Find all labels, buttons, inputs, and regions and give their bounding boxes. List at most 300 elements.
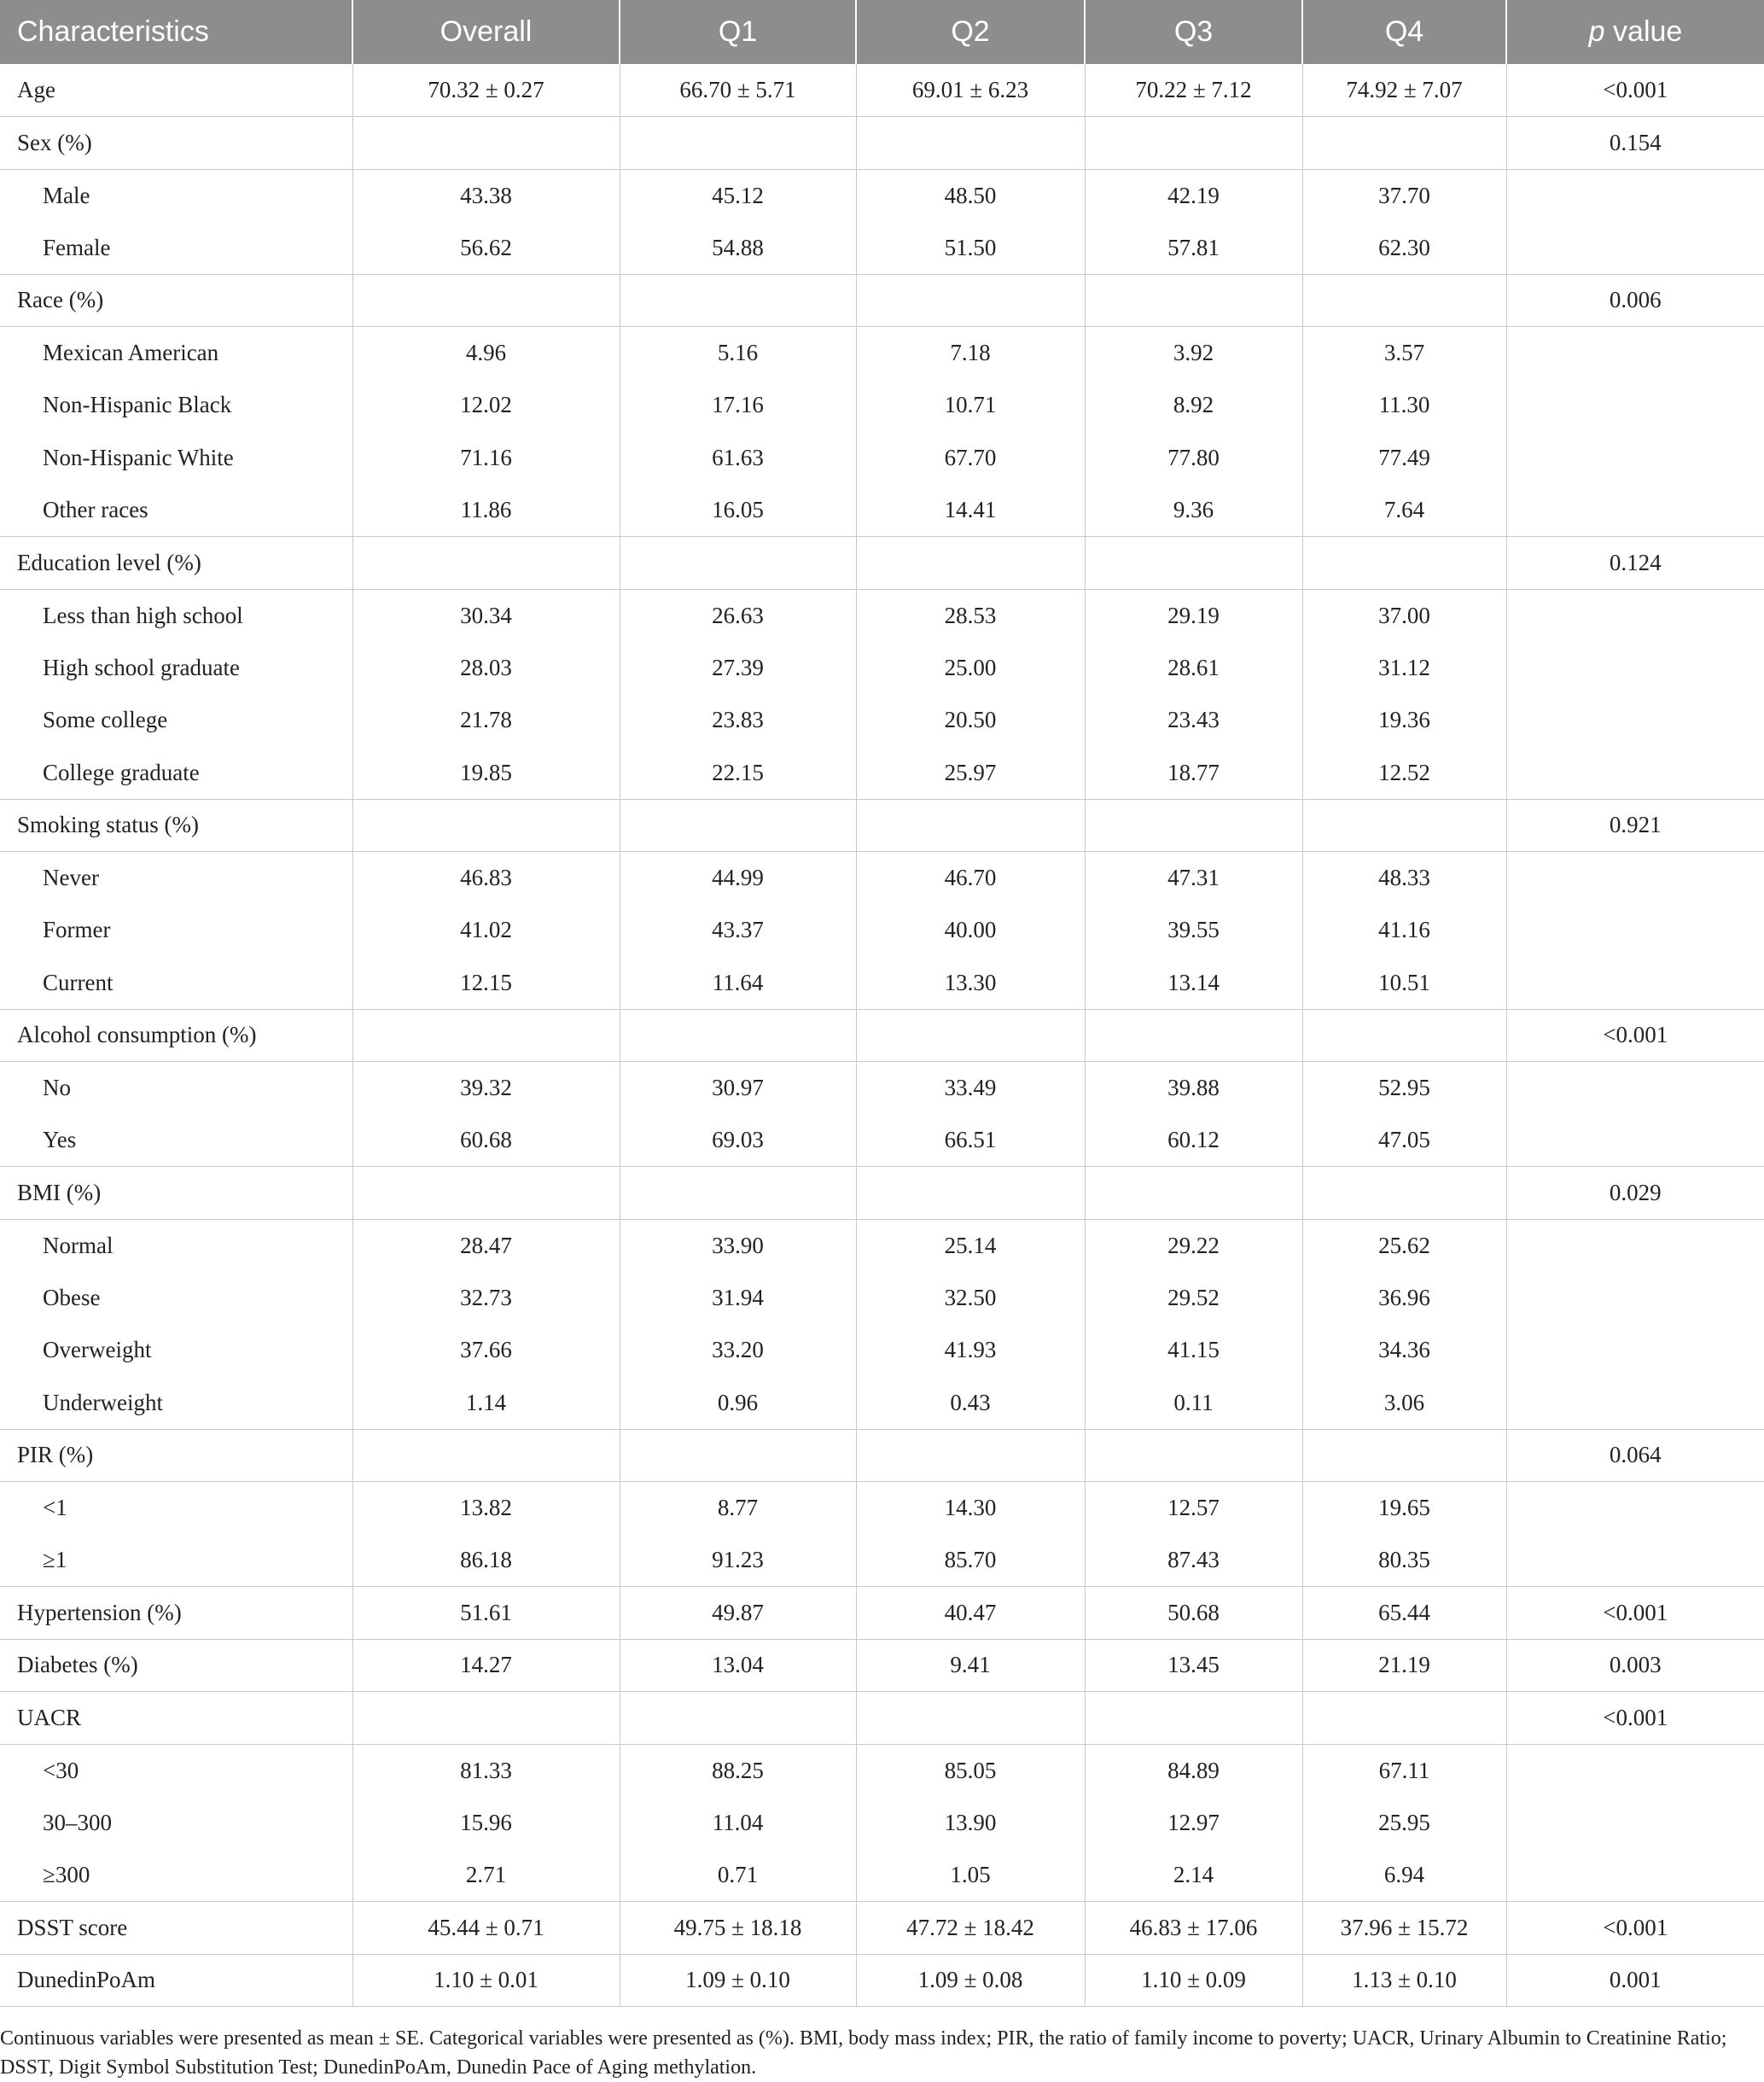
table-cell: 67.11 [1302, 1744, 1506, 1797]
table-cell [1302, 1167, 1506, 1220]
table-cell: 5.16 [620, 327, 856, 380]
p-value-cell [1506, 904, 1764, 957]
row-label: Underweight [0, 1377, 352, 1430]
row-label: Male [0, 169, 352, 222]
table-cell: 28.03 [352, 642, 620, 695]
table-cell: 54.88 [620, 222, 856, 275]
table-cell [620, 117, 856, 170]
p-value-cell: <0.001 [1506, 1692, 1764, 1745]
table-cell: 37.66 [352, 1324, 620, 1377]
header-characteristics: Characteristics [0, 0, 352, 64]
table-cell: 23.83 [620, 694, 856, 747]
p-value-cell [1506, 1797, 1764, 1850]
row-label: College graduate [0, 747, 352, 800]
table-cell [1302, 117, 1506, 170]
table-cell: 88.25 [620, 1744, 856, 1797]
table-cell: 37.00 [1302, 589, 1506, 642]
p-value-cell: 0.124 [1506, 537, 1764, 590]
table-row [0, 169, 1764, 222]
table-cell: 80.35 [1302, 1534, 1506, 1587]
row-label: Yes [0, 1114, 352, 1167]
table-cell: 70.22 ± 7.12 [1085, 64, 1302, 117]
row-label: Obese [0, 1272, 352, 1325]
p-value-cell: <0.001 [1506, 1902, 1764, 1955]
table-cell [620, 1692, 856, 1745]
table-cell [856, 1009, 1085, 1062]
table-cell [1085, 1167, 1302, 1220]
table-cell: 13.04 [620, 1639, 856, 1692]
table-cell: 33.49 [856, 1062, 1085, 1115]
table-cell [856, 274, 1085, 327]
table-cell: 40.00 [856, 904, 1085, 957]
row-label: Female [0, 222, 352, 275]
header-p-value [1506, 0, 1764, 64]
table-row [0, 747, 1764, 800]
table-row [0, 1639, 1764, 1692]
table-row [0, 117, 1764, 170]
table-cell: 37.96 ± 15.72 [1302, 1902, 1506, 1955]
row-label: High school graduate [0, 642, 352, 695]
p-value-cell: <0.001 [1506, 1009, 1764, 1062]
table-cell: 65.44 [1302, 1587, 1506, 1640]
table-cell: 45.44 ± 0.71 [352, 1902, 620, 1955]
table-cell: 13.30 [856, 957, 1085, 1010]
table-cell: 0.96 [620, 1377, 856, 1430]
table-cell: 10.51 [1302, 957, 1506, 1010]
table-cell: 14.30 [856, 1482, 1085, 1535]
table-cell [620, 1167, 856, 1220]
table-cell: 69.01 ± 6.23 [856, 64, 1085, 117]
row-label: ≥1 [0, 1534, 352, 1587]
table-cell [620, 274, 856, 327]
table-cell: 17.16 [620, 379, 856, 432]
p-value-cell [1506, 1534, 1764, 1587]
table-cell: 32.50 [856, 1272, 1085, 1325]
table-cell: 56.62 [352, 222, 620, 275]
p-value-cell [1506, 747, 1764, 800]
table-cell: 12.15 [352, 957, 620, 1010]
table-cell: 23.43 [1085, 694, 1302, 747]
table-row [0, 1429, 1764, 1482]
table-cell [1085, 1429, 1302, 1482]
table-cell: 44.99 [620, 852, 856, 905]
table-cell: 66.70 ± 5.71 [620, 64, 856, 117]
table-cell: 60.12 [1085, 1114, 1302, 1167]
table-cell: 11.86 [352, 484, 620, 537]
table-cell [1085, 1009, 1302, 1062]
table-body [0, 64, 1764, 2007]
table-cell [1302, 1692, 1506, 1745]
table-cell: 66.51 [856, 1114, 1085, 1167]
table-cell: 21.19 [1302, 1639, 1506, 1692]
row-label: Non-Hispanic White [0, 432, 352, 485]
table-cell [352, 274, 620, 327]
table-cell [352, 799, 620, 852]
table-cell: 41.15 [1085, 1324, 1302, 1377]
table-cell: 25.00 [856, 642, 1085, 695]
table-row [0, 1534, 1764, 1587]
table-row [0, 1167, 1764, 1220]
table-cell: 25.95 [1302, 1797, 1506, 1850]
table-row [0, 274, 1764, 327]
table-cell [856, 799, 1085, 852]
header-q3: Q3 [1085, 0, 1302, 64]
p-value-cell: 0.006 [1506, 274, 1764, 327]
table-cell: 22.15 [620, 747, 856, 800]
table-cell [1302, 1009, 1506, 1062]
table-cell: 27.39 [620, 642, 856, 695]
row-label: DSST score [0, 1902, 352, 1955]
row-label: Hypertension (%) [0, 1587, 352, 1640]
table-cell: 1.10 ± 0.01 [352, 1954, 620, 2007]
table-cell [1085, 1692, 1302, 1745]
table-cell: 1.10 ± 0.09 [1085, 1954, 1302, 2007]
header-q1: Q1 [620, 0, 856, 64]
table-cell: 11.04 [620, 1797, 856, 1850]
table-cell: 52.95 [1302, 1062, 1506, 1115]
table-cell: 12.02 [352, 379, 620, 432]
table-cell: 25.14 [856, 1219, 1085, 1272]
table-cell: 11.30 [1302, 379, 1506, 432]
p-value-cell [1506, 1272, 1764, 1325]
table-cell: 42.19 [1085, 169, 1302, 222]
p-value-cell [1506, 1849, 1764, 1902]
table-cell: 8.77 [620, 1482, 856, 1535]
p-value-cell: 0.921 [1506, 799, 1764, 852]
table-cell: 19.85 [352, 747, 620, 800]
table-cell: 18.77 [1085, 747, 1302, 800]
table-cell: 50.68 [1085, 1587, 1302, 1640]
table-cell [352, 1009, 620, 1062]
table-cell: 57.81 [1085, 222, 1302, 275]
p-value-cell [1506, 327, 1764, 380]
table-cell [1085, 537, 1302, 590]
table-cell: 51.50 [856, 222, 1085, 275]
p-value-cell [1506, 484, 1764, 537]
table-cell: 13.82 [352, 1482, 620, 1535]
row-label: ≥300 [0, 1849, 352, 1902]
p-value-cell [1506, 957, 1764, 1010]
table-cell [856, 1429, 1085, 1482]
table-cell: 33.90 [620, 1219, 856, 1272]
table-cell: 45.12 [620, 169, 856, 222]
table-cell: 19.36 [1302, 694, 1506, 747]
table-cell: 48.33 [1302, 852, 1506, 905]
table-cell: 3.06 [1302, 1377, 1506, 1430]
table-cell: 4.96 [352, 327, 620, 380]
p-value-cell [1506, 1114, 1764, 1167]
row-label: Sex (%) [0, 117, 352, 170]
table-cell: 6.94 [1302, 1849, 1506, 1902]
table-row [0, 64, 1764, 117]
table-cell: 81.33 [352, 1744, 620, 1797]
table-cell: 48.50 [856, 169, 1085, 222]
table-row [0, 1902, 1764, 1955]
table-cell [1085, 274, 1302, 327]
table-cell: 9.36 [1085, 484, 1302, 537]
table-row [0, 1062, 1764, 1115]
table-cell [352, 117, 620, 170]
row-label: Age [0, 64, 352, 117]
p-value-cell [1506, 1377, 1764, 1430]
header-q2: Q2 [856, 0, 1085, 64]
table-cell: 16.05 [620, 484, 856, 537]
table-cell: 1.14 [352, 1377, 620, 1430]
table-cell: 9.41 [856, 1639, 1085, 1692]
table-row [0, 1114, 1764, 1167]
p-value-cell [1506, 1219, 1764, 1272]
table-cell: 91.23 [620, 1534, 856, 1587]
row-label: Current [0, 957, 352, 1010]
row-label: Smoking status (%) [0, 799, 352, 852]
table-row [0, 1009, 1764, 1062]
row-label: Less than high school [0, 589, 352, 642]
row-label: BMI (%) [0, 1167, 352, 1220]
table-cell: 19.65 [1302, 1482, 1506, 1535]
table-footnote: Continuous variables were presented as mean ± SE. Categorical variables were presented as (%). BMI, body mass index; PIR, the ratio of family income to poverty; UACR, Urinary Albumin to Creatinine Ratio; DSST, Digit Symbol Substitution Test; DunedinPoAm, Dunedin Pace of Aging methylation. [0, 2027, 1727, 2079]
table-cell: 46.83 ± 17.06 [1085, 1902, 1302, 1955]
table-row [0, 852, 1764, 905]
table-row [0, 1482, 1764, 1535]
table-cell: 39.88 [1085, 1062, 1302, 1115]
table-cell: 28.53 [856, 589, 1085, 642]
row-label: 30–300 [0, 1797, 352, 1850]
table-cell: 21.78 [352, 694, 620, 747]
p-value-cell [1506, 432, 1764, 485]
row-label: Overweight [0, 1324, 352, 1377]
table-cell: 25.97 [856, 747, 1085, 800]
table-cell: 43.38 [352, 169, 620, 222]
p-value-cell [1506, 642, 1764, 695]
p-value-cell [1506, 589, 1764, 642]
table-cell: 85.05 [856, 1744, 1085, 1797]
table-cell: 67.70 [856, 432, 1085, 485]
table-cell: 12.57 [1085, 1482, 1302, 1535]
table-cell: 1.13 ± 0.10 [1302, 1954, 1506, 2007]
table-cell: 2.14 [1085, 1849, 1302, 1902]
table-cell: 13.90 [856, 1797, 1085, 1850]
table-cell: 62.30 [1302, 222, 1506, 275]
table-row [0, 537, 1764, 590]
table-row [0, 1954, 1764, 2007]
table-row [0, 222, 1764, 275]
table-cell [620, 1009, 856, 1062]
table-row [0, 1272, 1764, 1325]
table-cell: 13.45 [1085, 1639, 1302, 1692]
table-cell: 51.61 [352, 1587, 620, 1640]
table-cell: 33.20 [620, 1324, 856, 1377]
table-cell: 46.83 [352, 852, 620, 905]
table-cell [620, 1429, 856, 1482]
table-cell: 12.52 [1302, 747, 1506, 800]
p-value-cell [1506, 694, 1764, 747]
table-cell: 30.97 [620, 1062, 856, 1115]
table-row [0, 1744, 1764, 1797]
table-cell: 77.80 [1085, 432, 1302, 485]
table-header-row [0, 0, 1764, 64]
table-cell: 41.93 [856, 1324, 1085, 1377]
p-value-cell: 0.064 [1506, 1429, 1764, 1482]
table-cell: 13.14 [1085, 957, 1302, 1010]
table-cell: 10.71 [856, 379, 1085, 432]
table-cell: 31.94 [620, 1272, 856, 1325]
table-cell: 43.37 [620, 904, 856, 957]
table-row [0, 379, 1764, 432]
table-cell: 1.09 ± 0.08 [856, 1954, 1085, 2007]
table-cell [1302, 537, 1506, 590]
table-cell: 36.96 [1302, 1272, 1506, 1325]
row-label: PIR (%) [0, 1429, 352, 1482]
table-cell: 84.89 [1085, 1744, 1302, 1797]
table-cell: 49.75 ± 18.18 [620, 1902, 856, 1955]
table-cell: 70.32 ± 0.27 [352, 64, 620, 117]
p-value-cell: 0.029 [1506, 1167, 1764, 1220]
table-cell [352, 1429, 620, 1482]
table-cell: 49.87 [620, 1587, 856, 1640]
table-cell [352, 1167, 620, 1220]
p-value-cell [1506, 852, 1764, 905]
table-cell: 32.73 [352, 1272, 620, 1325]
table-cell: 25.62 [1302, 1219, 1506, 1272]
table-cell: 0.43 [856, 1377, 1085, 1430]
table-cell: 71.16 [352, 432, 620, 485]
table-cell: 15.96 [352, 1797, 620, 1850]
row-label: Other races [0, 484, 352, 537]
p-value-cell [1506, 169, 1764, 222]
table-cell: 1.09 ± 0.10 [620, 1954, 856, 2007]
table-cell: 40.47 [856, 1587, 1085, 1640]
table-cell: 28.47 [352, 1219, 620, 1272]
table-cell [856, 1692, 1085, 1745]
table-row [0, 1377, 1764, 1430]
table-cell [1302, 1429, 1506, 1482]
table-row [0, 1692, 1764, 1745]
row-label: Alcohol consumption (%) [0, 1009, 352, 1062]
table-cell: 47.31 [1085, 852, 1302, 905]
p-value-cell [1506, 1744, 1764, 1797]
table-row [0, 1219, 1764, 1272]
table-cell: 12.97 [1085, 1797, 1302, 1850]
row-label: DunedinPoAm [0, 1954, 352, 2007]
row-label: UACR [0, 1692, 352, 1745]
p-value-cell [1506, 1482, 1764, 1535]
p-value-cell [1506, 1062, 1764, 1115]
table-cell: 77.49 [1302, 432, 1506, 485]
table-cell: 3.57 [1302, 327, 1506, 380]
table-row [0, 327, 1764, 380]
table-row [0, 1849, 1764, 1902]
table-row [0, 642, 1764, 695]
table-cell: 41.16 [1302, 904, 1506, 957]
row-label: Some college [0, 694, 352, 747]
row-label: Diabetes (%) [0, 1639, 352, 1692]
table-cell: 8.92 [1085, 379, 1302, 432]
table-cell: 34.36 [1302, 1324, 1506, 1377]
table-cell [856, 117, 1085, 170]
table-cell: 29.19 [1085, 589, 1302, 642]
row-label: Normal [0, 1219, 352, 1272]
table-cell [856, 1167, 1085, 1220]
row-label: Mexican American [0, 327, 352, 380]
table-row [0, 694, 1764, 747]
table-cell: 30.34 [352, 589, 620, 642]
table-cell: 46.70 [856, 852, 1085, 905]
row-label: <1 [0, 1482, 352, 1535]
table-cell [856, 537, 1085, 590]
table-row [0, 1797, 1764, 1850]
table-row [0, 799, 1764, 852]
table-cell: 37.70 [1302, 169, 1506, 222]
table-cell: 61.63 [620, 432, 856, 485]
table-cell: 26.63 [620, 589, 856, 642]
p-value-cell: 0.001 [1506, 1954, 1764, 2007]
table-cell: 7.18 [856, 327, 1085, 380]
table-cell: 3.92 [1085, 327, 1302, 380]
row-label: Race (%) [0, 274, 352, 327]
p-value-cell [1506, 222, 1764, 275]
table-cell: 87.43 [1085, 1534, 1302, 1587]
p-value-cell: <0.001 [1506, 64, 1764, 117]
table-cell: 2.71 [352, 1849, 620, 1902]
table-row [0, 1587, 1764, 1640]
row-label: <30 [0, 1744, 352, 1797]
table-cell [1302, 274, 1506, 327]
p-value-cell [1506, 1324, 1764, 1377]
row-label: Never [0, 852, 352, 905]
table-row [0, 904, 1764, 957]
table-cell: 39.32 [352, 1062, 620, 1115]
table-cell: 29.52 [1085, 1272, 1302, 1325]
table-row [0, 1324, 1764, 1377]
p-value-cell [1506, 379, 1764, 432]
table-cell: 1.05 [856, 1849, 1085, 1902]
row-label: Education level (%) [0, 537, 352, 590]
table-cell: 39.55 [1085, 904, 1302, 957]
table-cell: 41.02 [352, 904, 620, 957]
table-cell: 69.03 [620, 1114, 856, 1167]
p-value-rest: value [1604, 15, 1683, 48]
table-cell: 14.27 [352, 1639, 620, 1692]
row-label: Former [0, 904, 352, 957]
table-cell: 74.92 ± 7.07 [1302, 64, 1506, 117]
table-cell [1085, 799, 1302, 852]
table-cell [352, 1692, 620, 1745]
p-value-cell: 0.154 [1506, 117, 1764, 170]
table-cell: 47.72 ± 18.42 [856, 1902, 1085, 1955]
p-value-italic: p [1588, 15, 1605, 48]
table-row [0, 589, 1764, 642]
table-cell: 0.11 [1085, 1377, 1302, 1430]
table-cell: 0.71 [620, 1849, 856, 1902]
table-cell: 31.12 [1302, 642, 1506, 695]
table-cell [352, 537, 620, 590]
header-overall: Overall [352, 0, 620, 64]
table-cell: 60.68 [352, 1114, 620, 1167]
table-row [0, 432, 1764, 485]
table-cell [1085, 117, 1302, 170]
p-value-cell: <0.001 [1506, 1587, 1764, 1640]
table-cell: 14.41 [856, 484, 1085, 537]
table-cell: 7.64 [1302, 484, 1506, 537]
table-cell [620, 799, 856, 852]
table-cell [620, 537, 856, 590]
header-q4: Q4 [1302, 0, 1506, 64]
p-value-cell: 0.003 [1506, 1639, 1764, 1692]
table-cell: 29.22 [1085, 1219, 1302, 1272]
table-cell: 85.70 [856, 1534, 1085, 1587]
row-label: No [0, 1062, 352, 1115]
table-cell: 86.18 [352, 1534, 620, 1587]
